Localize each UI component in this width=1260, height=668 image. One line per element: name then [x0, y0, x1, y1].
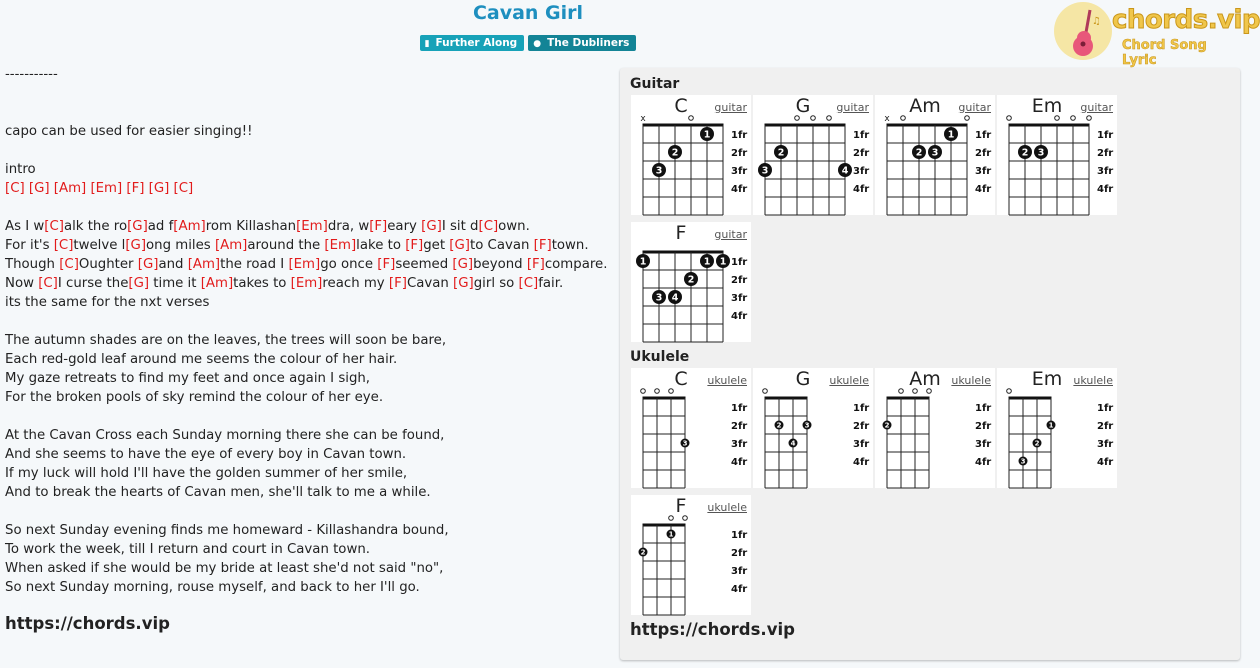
- chord-link[interactable]: [F]: [405, 238, 424, 253]
- chord-name: Em: [1031, 95, 1063, 117]
- lyric-text: Each red-gold leaf around me seems the colour of her hair.: [5, 352, 398, 367]
- chord-link[interactable]: [F]: [533, 238, 552, 253]
- finger-number: 1: [719, 256, 727, 268]
- chord-link[interactable]: [C]: [59, 257, 79, 272]
- lyric-line: [5, 540, 615, 559]
- chord-link[interactable]: [C]: [518, 276, 539, 291]
- finger-number: 3: [761, 165, 769, 177]
- fret-label: 1fr: [731, 257, 748, 268]
- chord-link[interactable]: [F]: [369, 219, 388, 234]
- lyric-text: ong miles: [146, 238, 215, 253]
- lyric-text: I curse the: [57, 276, 129, 291]
- finger-number: 3: [804, 421, 810, 430]
- finger-number: 2: [884, 421, 890, 430]
- chord-name: Am: [909, 368, 941, 390]
- lyric-text: eary: [387, 219, 422, 234]
- user-icon: ●: [533, 39, 542, 49]
- fret-label: 3fr: [731, 166, 748, 177]
- lyric-line: [5, 464, 615, 483]
- fret-label: 2fr: [853, 148, 870, 159]
- chord-link[interactable]: [G]: [128, 276, 150, 291]
- fret-label: 2fr: [731, 548, 748, 559]
- song-title: Cavan Girl: [472, 2, 584, 24]
- fret-label: 4fr: [731, 457, 748, 468]
- fret-label: 2fr: [1097, 148, 1114, 159]
- lyric-text: So next Sunday evening finds me homeward - Killashandra bound,: [5, 523, 449, 538]
- fret-label: 2fr: [853, 421, 870, 432]
- fret-label: 1fr: [1097, 130, 1114, 141]
- finger-number: 1: [1048, 421, 1054, 430]
- guitar-chord-f[interactable]: [631, 222, 751, 342]
- finger-number: 1: [639, 256, 647, 268]
- finger-number: 2: [687, 274, 695, 286]
- lyric-text: beyond: [473, 257, 527, 272]
- lyric-text: If my luck will hold I'll have the golden summer of her smile,: [5, 466, 408, 481]
- instrument-link[interactable]: guitar: [714, 228, 747, 241]
- nut: [1009, 124, 1090, 127]
- instrument-link[interactable]: guitar: [958, 101, 991, 114]
- lyric-line: [5, 407, 615, 426]
- lyric-text: alk the ro: [63, 219, 128, 234]
- lyric-line: [5, 426, 615, 445]
- chord-link[interactable]: [F]: [388, 276, 407, 291]
- finger-number: 3: [1020, 457, 1026, 466]
- finger-number: 2: [1021, 147, 1029, 159]
- lyric-line: [5, 521, 615, 540]
- chord-link[interactable]: [G]: [125, 238, 147, 253]
- fret-label: 1fr: [1097, 403, 1114, 414]
- fret-label: 4fr: [1097, 457, 1114, 468]
- fret-label: 3fr: [853, 166, 870, 177]
- finger-number: 3: [655, 165, 663, 177]
- lyric-line: [5, 255, 615, 274]
- chord-link[interactable]: [Em]: [288, 257, 321, 272]
- chord-name: C: [674, 368, 688, 390]
- instrument-link[interactable]: guitar: [714, 101, 747, 114]
- nut: [1009, 397, 1052, 400]
- logo-wordmark: chords.vip: [1112, 5, 1260, 35]
- lyric-text: Oughter: [78, 257, 138, 272]
- artist-tag[interactable]: [528, 35, 636, 51]
- lyric-line: [5, 578, 615, 597]
- lyric-text: So next Sunday morning, rouse myself, and back to her I'll go.: [5, 580, 420, 595]
- lyric-line: [5, 65, 615, 84]
- chord-panel: [620, 68, 1240, 660]
- lyric-line: [5, 103, 615, 122]
- chord-name: Em: [1031, 368, 1063, 390]
- lyric-text: town.: [551, 238, 589, 253]
- finger-number: 3: [1037, 147, 1045, 159]
- nut: [643, 251, 724, 254]
- lyric-text: Though: [5, 257, 60, 272]
- chord-name: G: [795, 368, 811, 390]
- lyric-text: And she seems to have the eye of every boy in Cavan town.: [5, 447, 407, 462]
- lyric-text: rom Killashan: [205, 219, 297, 234]
- lyric-text: Cavan: [406, 276, 454, 291]
- finger-number: 3: [682, 439, 688, 448]
- lyric-text: to Cavan: [469, 238, 534, 253]
- guitar-chord-c[interactable]: [631, 95, 751, 215]
- lyric-text: For it's: [5, 238, 54, 253]
- lyric-line: [5, 141, 615, 160]
- lyric-text: My gaze retreats to find my feet and once again I sigh,: [5, 371, 371, 386]
- svg-text:♫: ♫: [1092, 16, 1101, 27]
- fret-label: 2fr: [975, 148, 992, 159]
- finger-number: 4: [671, 292, 679, 304]
- nut: [643, 524, 686, 527]
- chord-link[interactable]: [C]: [53, 238, 74, 253]
- nut: [887, 397, 930, 400]
- chord-link[interactable]: [Am]: [173, 219, 206, 234]
- fret-label: 3fr: [975, 166, 992, 177]
- fret-label: 1fr: [731, 130, 748, 141]
- fret-label: 4fr: [975, 457, 992, 468]
- lyric-text: intro: [5, 162, 36, 177]
- lyric-line: [5, 559, 615, 578]
- instrument-link[interactable]: ukulele: [707, 501, 747, 514]
- chord-link[interactable]: [G]: [452, 257, 474, 272]
- fret-label: 3fr: [853, 439, 870, 450]
- finger-number: 2: [776, 421, 782, 430]
- lyric-text: lake to: [356, 238, 406, 253]
- lyric-text: seemed: [395, 257, 453, 272]
- finger-number: 4: [790, 439, 796, 448]
- ukulele-chord-g[interactable]: [753, 368, 873, 488]
- lyric-line: [5, 445, 615, 464]
- lyric-line: [5, 122, 615, 141]
- lyric-text: At the Cavan Cross each Sunday morning there she can be found,: [5, 428, 445, 443]
- nut: [643, 397, 686, 400]
- instrument-link[interactable]: ukulele: [951, 374, 991, 387]
- fret-label: 2fr: [731, 275, 748, 286]
- fret-label: 4fr: [731, 584, 748, 595]
- lyric-text: around the: [247, 238, 325, 253]
- instrument-link[interactable]: guitar: [836, 101, 869, 114]
- chord-link[interactable]: [Am]: [200, 276, 234, 291]
- lyric-text: go once: [320, 257, 378, 272]
- lyric-text: dra, w: [327, 219, 370, 234]
- lyrics-body: [5, 65, 615, 597]
- lyric-line: [5, 217, 615, 236]
- fret-label: 4fr: [853, 184, 870, 195]
- site-url-right[interactable]: https://chords.vip: [630, 620, 795, 639]
- chord-name: F: [675, 222, 687, 244]
- guitar-chord-g[interactable]: [753, 95, 873, 215]
- site-logo[interactable]: [1054, 2, 1260, 68]
- lyric-line: [5, 331, 615, 350]
- finger-number: 2: [640, 548, 646, 557]
- fret-label: 3fr: [1097, 439, 1114, 450]
- fret-label: 3fr: [1097, 166, 1114, 177]
- lyric-line: [5, 350, 615, 369]
- fret-label: 4fr: [731, 311, 748, 322]
- fret-label: 3fr: [731, 439, 748, 450]
- finger-number: 1: [668, 530, 674, 539]
- lyric-text: fair.: [538, 276, 564, 291]
- guitar-icon: [1070, 8, 1100, 58]
- fret-label: 2fr: [731, 148, 748, 159]
- chord-link[interactable]: [G]: [137, 257, 159, 272]
- finger-number: 1: [703, 129, 711, 141]
- finger-number: 3: [655, 292, 663, 304]
- lyric-text: The autumn shades are on the leaves, the trees will soon be bare,: [5, 333, 447, 348]
- fret-label: 1fr: [975, 403, 992, 414]
- lyric-line: [5, 274, 615, 293]
- chord-link[interactable]: [Am]: [187, 257, 221, 272]
- ukulele-chord-am[interactable]: [875, 368, 995, 488]
- fret-label: 4fr: [1097, 184, 1114, 195]
- lyric-text: I sit d: [441, 219, 479, 234]
- finger-number: 2: [777, 147, 785, 159]
- lyric-text: reach my: [322, 276, 389, 291]
- lyric-text: To work the week, till I return and court in Cavan town.: [5, 542, 370, 557]
- chord-link[interactable]: [G]: [453, 276, 474, 291]
- chord-link[interactable]: [Em]: [290, 276, 323, 291]
- lyric-line: [5, 160, 615, 179]
- lyric-text: and: [158, 257, 188, 272]
- chord-link[interactable]: [F]: [377, 257, 396, 272]
- guitar-chord-em[interactable]: [997, 95, 1117, 215]
- finger-number: 1: [703, 256, 711, 268]
- guitar-chord-am[interactable]: [875, 95, 995, 215]
- finger-number: 2: [671, 147, 679, 159]
- lyric-text: -----------: [5, 67, 58, 82]
- fret-label: 4fr: [975, 184, 992, 195]
- fret-label: 1fr: [853, 130, 870, 141]
- fret-label: 1fr: [853, 403, 870, 414]
- nut: [643, 124, 724, 127]
- instrument-link[interactable]: ukulele: [707, 374, 747, 387]
- lyric-line: [5, 236, 615, 255]
- muted-string-mark: x: [640, 114, 646, 124]
- chord-link[interactable]: [C]: [478, 219, 499, 234]
- ukulele-chord-em[interactable]: [997, 368, 1117, 488]
- fret-label: 3fr: [731, 293, 748, 304]
- nut: [765, 397, 808, 400]
- instrument-link[interactable]: ukulele: [829, 374, 869, 387]
- ukulele-chord-c[interactable]: [631, 368, 751, 488]
- chord-name: C: [674, 95, 688, 117]
- lyric-text: And to break the hearts of Cavan men, she'll talk to me a while.: [5, 485, 431, 500]
- nut: [887, 124, 968, 127]
- lyric-line: [5, 483, 615, 502]
- fret-label: 3fr: [975, 439, 992, 450]
- lyric-text: Now: [5, 276, 39, 291]
- chord-link[interactable]: [G]: [421, 219, 442, 234]
- logo-tagline: Chord Song Lyric: [1122, 38, 1207, 68]
- chord-link[interactable]: [C]: [44, 219, 64, 234]
- lyric-text: When asked if she would be my bride at least she'd not said "no",: [5, 561, 444, 576]
- chord-name: Am: [909, 95, 941, 117]
- lyric-line: [5, 179, 615, 198]
- chord-link[interactable]: [F]: [526, 257, 545, 272]
- lyric-line: [5, 388, 615, 407]
- site-url-left[interactable]: https://chords.vip: [5, 614, 170, 633]
- chord-name: F: [675, 495, 687, 517]
- lyric-text: compare.: [544, 257, 608, 272]
- song-tags: [0, 35, 1056, 51]
- fret-label: 2fr: [731, 421, 748, 432]
- lyric-text: capo can be used for easier singing!!: [5, 124, 253, 139]
- instrument-link[interactable]: guitar: [1080, 101, 1113, 114]
- instrument-link[interactable]: ukulele: [1073, 374, 1113, 387]
- ukulele-section-title: Ukulele: [630, 349, 690, 365]
- nut: [765, 124, 846, 127]
- finger-number: 3: [931, 147, 939, 159]
- chord-link[interactable]: [Em]: [296, 219, 328, 234]
- fret-label: 3fr: [731, 566, 748, 577]
- lyric-text: As I w: [5, 219, 45, 234]
- lyric-line: [5, 84, 615, 103]
- chord-link[interactable]: [G]: [127, 219, 148, 234]
- chord-link[interactable]: [C] [G] [Am] [Em] [F] [G] [C]: [5, 181, 194, 196]
- chord-name: G: [795, 95, 811, 117]
- lyric-line: [5, 312, 615, 331]
- guitar-section-title: Guitar: [630, 76, 680, 92]
- fret-label: 2fr: [1097, 421, 1114, 432]
- chord-link[interactable]: [C]: [38, 276, 58, 291]
- chord-link[interactable]: [Am]: [214, 238, 248, 253]
- fret-label: 2fr: [975, 421, 992, 432]
- lyric-line: [5, 502, 615, 521]
- chord-link[interactable]: [G]: [449, 238, 470, 253]
- lyric-line: [5, 293, 615, 312]
- muted-string-mark: x: [884, 114, 890, 124]
- lyric-line: [5, 198, 615, 217]
- fret-label: 1fr: [975, 130, 992, 141]
- fret-label: 1fr: [731, 530, 748, 541]
- lyric-text: takes to: [233, 276, 291, 291]
- lyric-text: its the same for the nxt verses: [5, 295, 210, 310]
- finger-number: 2: [915, 147, 923, 159]
- lyric-text: girl so: [473, 276, 519, 291]
- lyric-text: twelve l: [73, 238, 126, 253]
- lyric-text: ad f: [147, 219, 174, 234]
- lyric-line: [5, 369, 615, 388]
- ukulele-chord-f[interactable]: [631, 495, 751, 615]
- lyric-text: own.: [498, 219, 530, 234]
- fret-label: 4fr: [853, 457, 870, 468]
- finger-number: 2: [1034, 439, 1040, 448]
- album-tag[interactable]: [420, 35, 525, 51]
- fret-label: 1fr: [731, 403, 748, 414]
- finger-number: 1: [947, 129, 955, 141]
- finger-number: 4: [841, 165, 849, 177]
- book-icon: ▮: [424, 39, 430, 49]
- album-label: Further Along: [435, 37, 518, 49]
- fret-label: 4fr: [731, 184, 748, 195]
- artist-label: The Dubliners: [547, 37, 630, 49]
- lyric-text: time it: [149, 276, 201, 291]
- lyric-text: get: [423, 238, 450, 253]
- lyric-text: the road I: [220, 257, 289, 272]
- lyric-text: For the broken pools of sky remind the colour of her eye.: [5, 390, 384, 405]
- chord-link[interactable]: [Em]: [324, 238, 357, 253]
